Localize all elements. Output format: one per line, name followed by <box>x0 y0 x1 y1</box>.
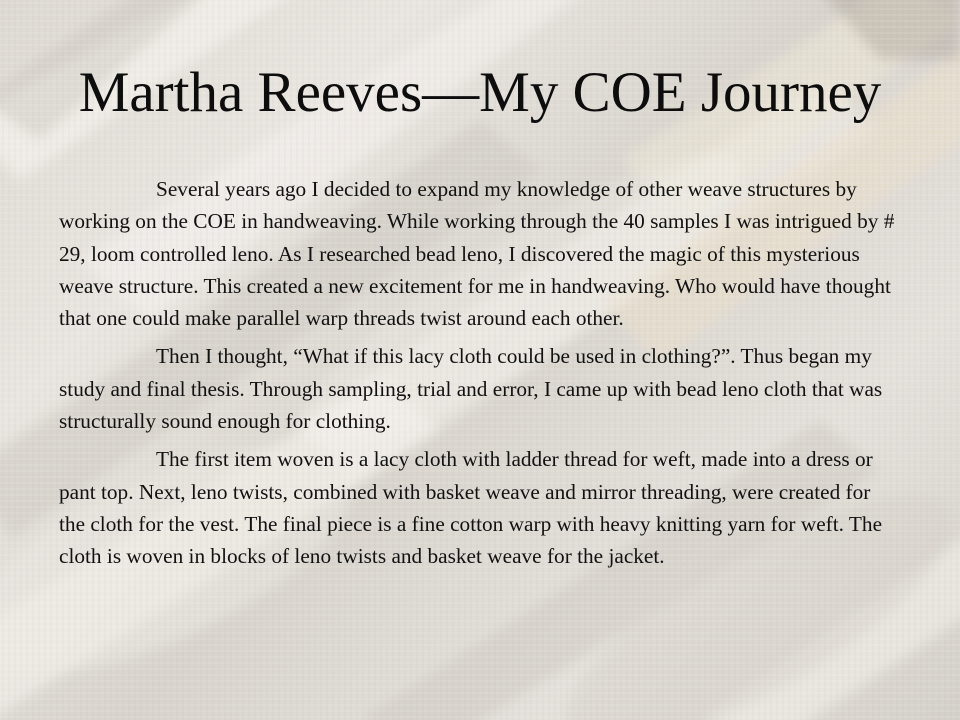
slide-title: Martha Reeves—My COE Journey <box>78 61 882 124</box>
paragraph-coe-introduction: Several years ago I decided to expand my knowledge of other weave structures by working on the COE in handweaving. While working through the 40 samples I was intrigued by # 29, loom controlled leno. As I researched bead leno, I discovered the magic of this mysterious weave structure. This created a new excitement for me in handweaving. Who would have thought that one could make parallel warp threads twist around each other. <box>59 177 895 331</box>
paragraph-thesis-origin: Then I thought, “What if this lacy cloth could be used in clothing?”. Thus began my study and final thesis. Through sampling, trial and error, I came up with bead leno cloth that was structurally sound enough for clothing. <box>59 344 883 434</box>
slide-body-text <box>59 173 901 579</box>
paragraph-woven-pieces: The first item woven is a lacy cloth with ladder thread for weft, made into a dress or pant top. Next, leno twists, combined with basket weave and mirror threading, were created for the cloth for the vest. The final piece is a fine cotton warp with heavy knitting yarn for weft. The cloth is woven in blocks of leno twists and basket weave for the jacket. <box>59 447 883 569</box>
